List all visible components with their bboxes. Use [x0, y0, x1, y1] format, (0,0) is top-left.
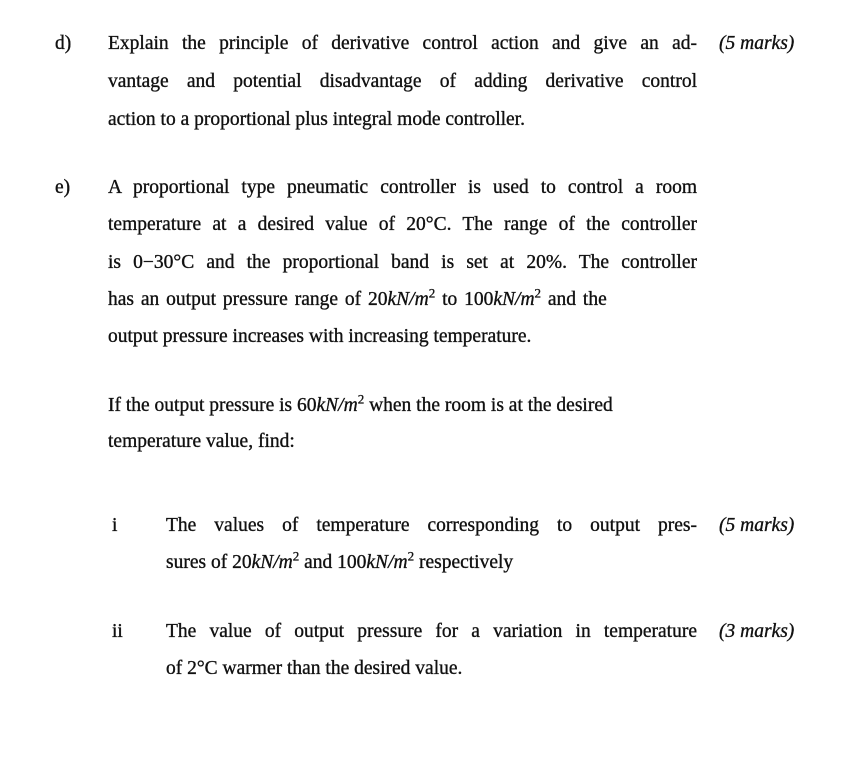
sub-question-label: i: [112, 515, 118, 536]
exponent: 2: [534, 285, 542, 301]
text-line: The values of temperature corresponding to output pres-: [166, 515, 697, 536]
question-d-marks: (5 marks): [719, 33, 795, 54]
exponent: 2: [407, 548, 415, 564]
text-line: [108, 391, 697, 417]
text-line: [108, 285, 697, 311]
text-line: A proportional type pneumatic controller is used to control a room: [108, 177, 697, 198]
math-unit: kN/m: [387, 289, 429, 310]
text-line: temperature value, find:: [108, 431, 295, 452]
text: and the: [541, 289, 607, 310]
text: and 100: [299, 552, 367, 573]
text: sures of 20: [166, 552, 252, 573]
text-line: output pressure increases with increasing temperature.: [108, 326, 532, 347]
sub-question-label: ii: [112, 621, 123, 642]
text: when the room is at the desired: [364, 395, 613, 416]
text-line: The value of output pressure for a variation in temperature: [166, 621, 697, 642]
text: If the output pressure is 60: [108, 395, 317, 416]
sub-question-marks: (5 marks): [719, 515, 795, 536]
text-line: temperature at a desired value of 20°C. The range of the controller: [108, 214, 697, 235]
text-line: vantage and potential disadvantage of adding derivative control: [108, 71, 697, 92]
text-line: is 0−30°C and the proportional band is set at 20%. The controller: [108, 252, 697, 273]
text-line: of 2°C warmer than the desired value.: [166, 658, 463, 679]
text-line: action to a proportional plus integral mode controller.: [108, 109, 525, 130]
math-unit: kN/m: [251, 552, 293, 573]
text: respectively: [414, 552, 514, 573]
exponent: 2: [292, 548, 300, 564]
exponent: 2: [357, 391, 365, 407]
text: has an output pressure range of 20: [108, 289, 388, 310]
math-unit: kN/m: [316, 395, 358, 416]
math-unit: kN/m: [493, 289, 535, 310]
exponent: 2: [428, 285, 436, 301]
math-unit: kN/m: [366, 552, 408, 573]
text-line: Explain the principle of derivative control action and give an ad-: [108, 33, 697, 54]
question-d-label: d): [55, 33, 72, 54]
text: to 100: [435, 289, 494, 310]
question-e-label: e): [55, 177, 71, 198]
text-line: [166, 548, 697, 574]
sub-question-marks: (3 marks): [719, 621, 795, 642]
